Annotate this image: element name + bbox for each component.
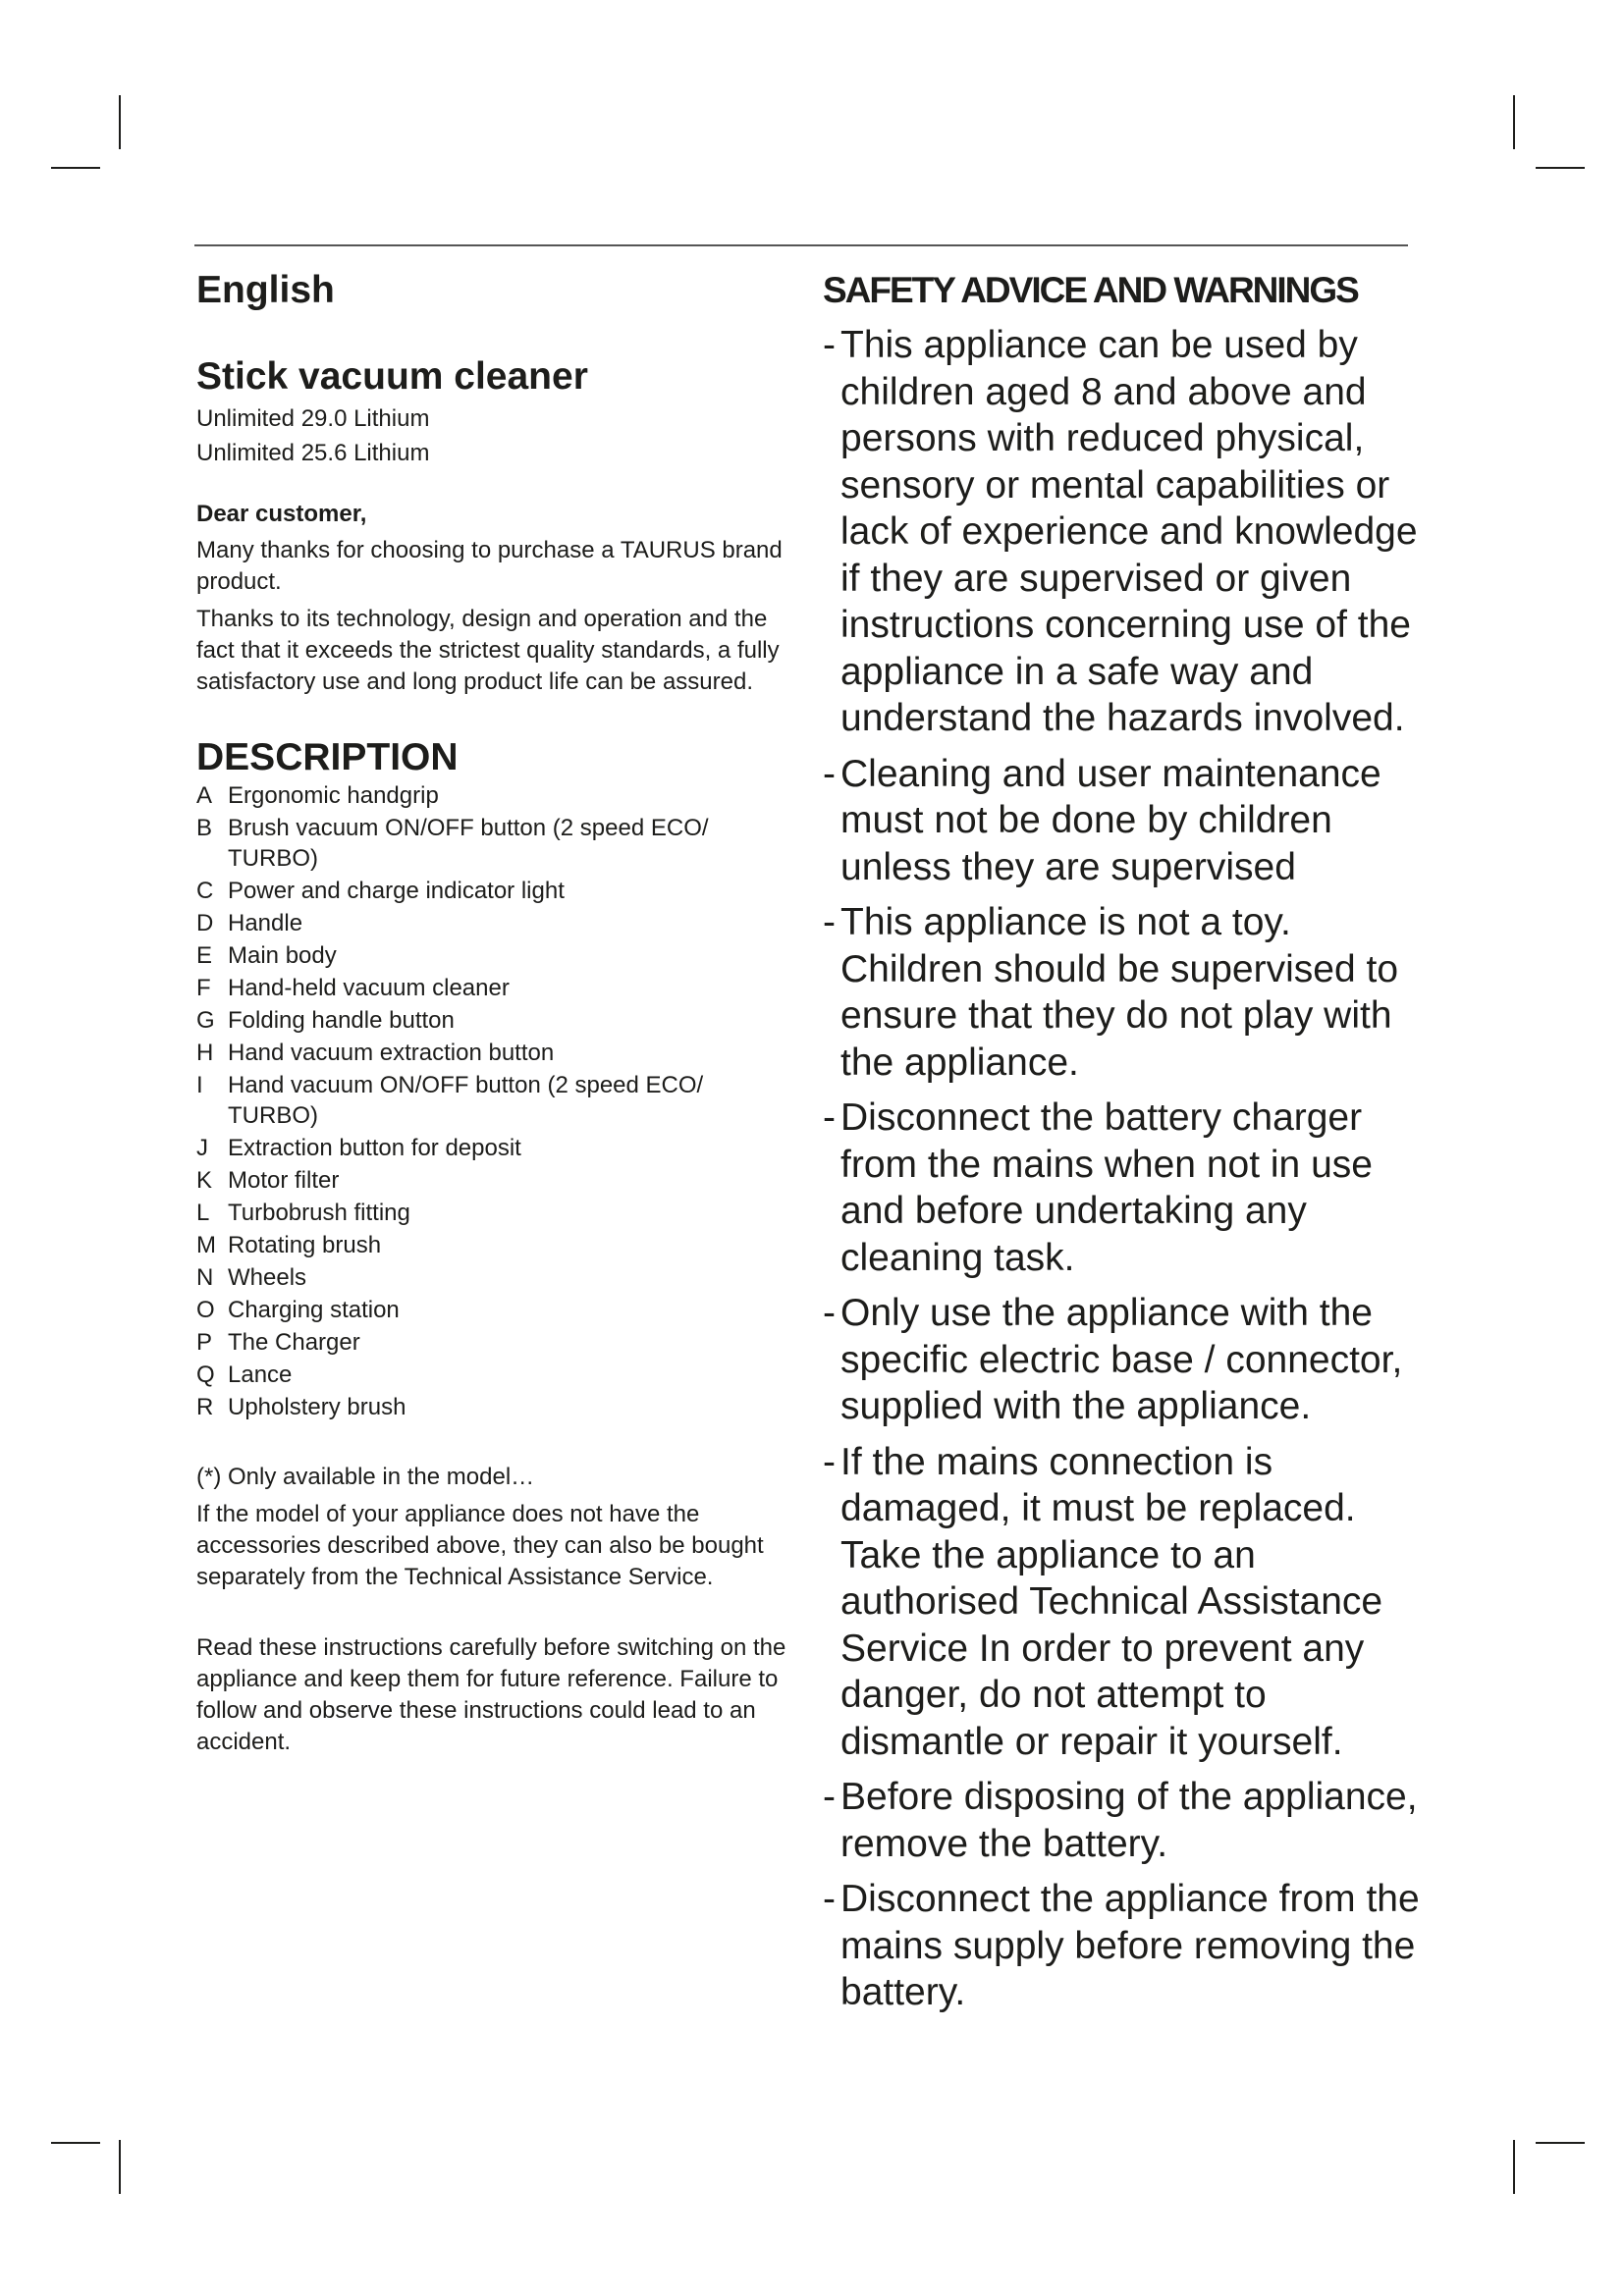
description-text: Power and charge indicator light: [228, 878, 565, 904]
description-item: [196, 973, 795, 1003]
right-column: [823, 257, 1424, 2025]
warning-item: [823, 322, 1424, 742]
description-text: Handle: [228, 910, 303, 936]
warning-text: Cleaning and user maintenance must not be done by children unless they are supervised: [840, 752, 1381, 888]
description-item: [196, 813, 795, 874]
bullet-dash: -: [823, 324, 836, 366]
warning-text: If the mains connection is damaged, it must be replaced. Take the appliance to an authorised Technical Assistance Service In order to prevent any danger, do not attempt to dismantle or repair it yourself.: [840, 1440, 1383, 1763]
crop-mark-bottom-left-h: [51, 2142, 100, 2144]
warning-item: [823, 1439, 1424, 1766]
crop-mark-top-right-h: [1536, 167, 1585, 169]
description-letter: D: [196, 910, 214, 936]
description-text: Charging station: [228, 1297, 400, 1323]
greeting: Dear customer,: [196, 501, 367, 527]
description-item: [196, 780, 795, 811]
safety-heading: SAFETY ADVICE AND WARNINGS: [823, 270, 1358, 310]
description-item: [196, 1262, 795, 1293]
warning-text: Only use the appliance with the specific electric base / connector, supplied with the appliance.: [840, 1292, 1403, 1427]
bullet-dash: -: [823, 1776, 836, 1818]
description-item: [196, 876, 795, 906]
read-instructions-note: Read these instructions carefully before switching on the appliance and keep them for future reference. Failure to follow and observe these instructions could lead to an accident.: [196, 1634, 786, 1755]
description-letter: A: [196, 782, 213, 809]
crop-mark-bottom-left-v: [119, 2140, 121, 2194]
description-letter: R: [196, 1394, 214, 1420]
description-text: Brush vacuum ON/OFF button (2 speed ECO/ TURBO): [228, 815, 709, 872]
bullet-dash: -: [823, 1440, 836, 1483]
footnote: (*) Only available in the model…: [196, 1464, 535, 1490]
description-letter: O: [196, 1297, 215, 1323]
description-text: Main body: [228, 942, 337, 969]
description-text: Hand-held vacuum cleaner: [228, 975, 510, 1001]
description-item: [196, 940, 795, 971]
description-text: Ergonomic handgrip: [228, 782, 439, 809]
description-letter: B: [196, 815, 213, 841]
description-letter: F: [196, 975, 211, 1001]
description-list: [196, 780, 795, 1422]
description-text: Hand vacuum ON/OFF button (2 speed ECO/ TURBO): [228, 1072, 704, 1129]
description-text: Extraction button for deposit: [228, 1135, 521, 1161]
crop-mark-top-right-v: [1513, 95, 1515, 149]
language-label: English: [196, 269, 335, 311]
description-item: [196, 1165, 795, 1196]
warning-item: [823, 899, 1424, 1086]
description-item: [196, 1005, 795, 1036]
crop-mark-bottom-right-v: [1513, 2140, 1515, 2194]
warning-text: Disconnect the battery charger from the mains when not in use and before undertaking any cleaning task.: [840, 1096, 1373, 1279]
crop-mark-top-left-h: [51, 167, 100, 169]
bullet-dash: -: [823, 901, 836, 943]
warning-item: [823, 1095, 1424, 1281]
description-text: Folding handle button: [228, 1007, 455, 1034]
description-text: Motor filter: [228, 1167, 340, 1194]
bullet-dash: -: [823, 1878, 836, 1920]
accessories-note: If the model of your appliance does not have the accessories described above, they can also be bought separately from the Technical Assistance Service.: [196, 1501, 764, 1590]
warnings-list: [823, 322, 1424, 2016]
product-title: Stick vacuum cleaner: [196, 355, 588, 398]
description-text: Hand vacuum extraction button: [228, 1040, 555, 1066]
description-item: [196, 1038, 795, 1068]
description-item: [196, 1133, 795, 1163]
description-letter: C: [196, 878, 214, 904]
bullet-dash: -: [823, 1292, 836, 1334]
intro-paragraph: Thanks to its technology, design and operation and the fact that it exceeds the strictest quality standards, a fully satisfactory use and long product life can be assured.: [196, 606, 780, 695]
description-item: [196, 1070, 795, 1131]
warning-item: [823, 1290, 1424, 1430]
description-item: [196, 1392, 795, 1422]
description-letter: H: [196, 1040, 214, 1066]
description-letter: G: [196, 1007, 215, 1034]
description-letter: J: [196, 1135, 208, 1161]
description-text: Rotating brush: [228, 1232, 382, 1258]
crop-mark-top-left-v: [119, 95, 121, 149]
description-item: [196, 908, 795, 938]
left-column: [196, 257, 795, 1758]
description-text: Upholstery brush: [228, 1394, 406, 1420]
warning-text: Disconnect the appliance from the mains supply before removing the battery.: [840, 1878, 1420, 2013]
description-item: [196, 1327, 795, 1358]
description-item: [196, 1198, 795, 1228]
description-letter: Q: [196, 1362, 215, 1388]
description-letter: N: [196, 1264, 214, 1291]
description-text: Turbobrush fitting: [228, 1200, 410, 1226]
description-text: Lance: [228, 1362, 293, 1388]
bullet-dash: -: [823, 752, 836, 795]
description-letter: L: [196, 1200, 210, 1226]
crop-mark-bottom-right-h: [1536, 2142, 1585, 2144]
intro-paragraph: Many thanks for choosing to purchase a TAURUS brand product.: [196, 537, 783, 595]
warning-text: This appliance can be used by children aged 8 and above and persons with reduced physical, sensory or mental capabilities or lack of experience and knowledge if they are supervised or given instructions concerning use of the appliance in a safe way and understand the hazards involved.: [840, 324, 1418, 739]
warning-item: [823, 1774, 1424, 1867]
description-item: [196, 1295, 795, 1325]
description-letter: M: [196, 1232, 216, 1258]
model-name: Unlimited 25.6 Lithium: [196, 440, 430, 466]
description-letter: I: [196, 1072, 203, 1098]
bullet-dash: -: [823, 1096, 836, 1139]
description-letter: P: [196, 1329, 213, 1356]
warning-text: Before disposing of the appliance, remove the battery.: [840, 1776, 1418, 1865]
warning-item: [823, 751, 1424, 891]
warning-item: [823, 1876, 1424, 2016]
description-letter: K: [196, 1167, 213, 1194]
header-rule: [194, 244, 1408, 246]
description-item: [196, 1230, 795, 1260]
warning-text: This appliance is not a toy. Children should be supervised to ensure that they do not play with the appliance.: [840, 901, 1399, 1084]
description-text: The Charger: [228, 1329, 360, 1356]
description-text: Wheels: [228, 1264, 307, 1291]
description-letter: E: [196, 942, 213, 969]
description-heading: DESCRIPTION: [196, 736, 459, 778]
model-name: Unlimited 29.0 Lithium: [196, 405, 430, 432]
description-item: [196, 1360, 795, 1390]
